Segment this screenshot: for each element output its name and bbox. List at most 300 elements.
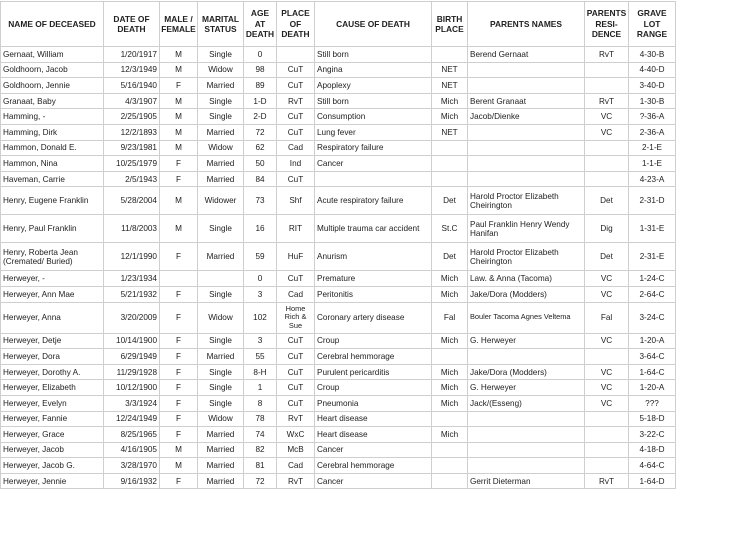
cell-parents: Law. & Anna (Tacoma) — [468, 271, 585, 287]
cell-sex: F — [160, 364, 198, 380]
cell-date: 2/5/1943 — [104, 171, 160, 187]
cell-sex: M — [160, 458, 198, 474]
cell-parents — [468, 156, 585, 172]
cell-place: WxC — [277, 427, 315, 443]
cell-age: 62 — [244, 140, 277, 156]
cell-parents: Jack/(Esseng) — [468, 395, 585, 411]
cell-birth: Mich — [432, 395, 468, 411]
cell-marital: Married — [198, 458, 244, 474]
cell-age: 3 — [244, 333, 277, 349]
column-header-sex: MALE / FEMALE — [160, 2, 198, 47]
cell-parents: Berend Gernaat — [468, 47, 585, 63]
cell-marital: Married — [198, 349, 244, 365]
cell-residence — [585, 171, 629, 187]
table-row — [1, 215, 676, 243]
cell-grave: 2-31-D — [629, 187, 676, 215]
burial-records-table — [0, 1, 676, 489]
cell-cause: Pneumonia — [315, 395, 432, 411]
cell-sex: M — [160, 47, 198, 63]
table-row — [1, 124, 676, 140]
cell-birth: Fal — [432, 302, 468, 333]
cell-residence: Fal — [585, 302, 629, 333]
cell-parents — [468, 62, 585, 78]
cell-date: 10/25/1979 — [104, 156, 160, 172]
table-row — [1, 47, 676, 63]
cell-cause: Heart disease — [315, 411, 432, 427]
cell-age: 74 — [244, 427, 277, 443]
cell-grave: 1-20-A — [629, 333, 676, 349]
cell-place: CuT — [277, 395, 315, 411]
cell-age: 81 — [244, 458, 277, 474]
cell-sex: F — [160, 427, 198, 443]
cell-residence: VC — [585, 395, 629, 411]
cell-sex: M — [160, 124, 198, 140]
cell-name: Henry, Eugene Franklin — [1, 187, 104, 215]
table-row — [1, 286, 676, 302]
cell-parents — [468, 442, 585, 458]
cell-place: RvT — [277, 93, 315, 109]
cell-residence: RvT — [585, 473, 629, 489]
cell-residence — [585, 458, 629, 474]
cell-birth: Mich — [432, 93, 468, 109]
cell-grave: ??? — [629, 395, 676, 411]
cell-marital: Married — [198, 243, 244, 271]
cell-parents: Jake/Dora (Modders) — [468, 286, 585, 302]
cell-grave: 3-40-D — [629, 78, 676, 94]
cell-cause: Cancer — [315, 156, 432, 172]
cell-cause: Croup — [315, 333, 432, 349]
cell-cause: Heart disease — [315, 427, 432, 443]
cell-residence — [585, 78, 629, 94]
cell-name: Herweyer, Evelyn — [1, 395, 104, 411]
cell-age: 82 — [244, 442, 277, 458]
cell-residence: Dig — [585, 215, 629, 243]
cell-date: 3/20/2009 — [104, 302, 160, 333]
cell-place: CuT — [277, 62, 315, 78]
cell-date: 4/16/1905 — [104, 442, 160, 458]
cell-date: 1/23/1934 — [104, 271, 160, 287]
cell-marital: Widow — [198, 302, 244, 333]
cell-name: Herweyer, Ann Mae — [1, 286, 104, 302]
cell-name: Haveman, Carrie — [1, 171, 104, 187]
cell-age: 84 — [244, 171, 277, 187]
cell-birth — [432, 47, 468, 63]
cell-place: CuT — [277, 171, 315, 187]
cell-age: 72 — [244, 124, 277, 140]
cell-sex: F — [160, 286, 198, 302]
column-header-place: PLACE OF DEATH — [277, 2, 315, 47]
cell-name: Herweyer, Elizabeth — [1, 380, 104, 396]
header-row — [1, 2, 676, 47]
cell-sex: F — [160, 333, 198, 349]
cell-parents: Harold Proctor Elizabeth Cheirington — [468, 187, 585, 215]
cell-marital: Single — [198, 93, 244, 109]
cell-marital: Single — [198, 395, 244, 411]
cell-grave: 3-24-C — [629, 302, 676, 333]
table-row — [1, 93, 676, 109]
cell-marital: Single — [198, 364, 244, 380]
cell-age: 16 — [244, 215, 277, 243]
cell-grave: 1-31-E — [629, 215, 676, 243]
cell-cause — [315, 171, 432, 187]
table-row — [1, 364, 676, 380]
cell-grave: ?-36-A — [629, 109, 676, 125]
cell-date: 5/21/1932 — [104, 286, 160, 302]
cell-place: Cad — [277, 458, 315, 474]
cell-name: Goldhoorn, Jacob — [1, 62, 104, 78]
cell-sex — [160, 271, 198, 287]
cell-parents — [468, 458, 585, 474]
column-header-date: DATE OF DEATH — [104, 2, 160, 47]
column-header-residence: PARENTS RESI-DENCE — [585, 2, 629, 47]
cell-name: Hammon, Nina — [1, 156, 104, 172]
cell-name: Hamming, - — [1, 109, 104, 125]
cell-date: 4/3/1907 — [104, 93, 160, 109]
cell-birth: NET — [432, 124, 468, 140]
column-header-name: NAME OF DECEASED — [1, 2, 104, 47]
cell-name: Herweyer, Jacob G. — [1, 458, 104, 474]
cell-cause: Coronary artery disease — [315, 302, 432, 333]
cell-cause: Consumption — [315, 109, 432, 125]
cell-place: Cad — [277, 286, 315, 302]
cell-marital: Single — [198, 286, 244, 302]
cell-place: CuT — [277, 78, 315, 94]
cell-name: Herweyer, Anna — [1, 302, 104, 333]
cell-birth: Det — [432, 187, 468, 215]
cell-parents — [468, 411, 585, 427]
cell-cause: Premature — [315, 271, 432, 287]
cell-grave: 3-64-C — [629, 349, 676, 365]
cell-cause: Respiratory failure — [315, 140, 432, 156]
cell-place: CuT — [277, 271, 315, 287]
table-row — [1, 395, 676, 411]
cell-cause: Croup — [315, 380, 432, 396]
cell-place: CuT — [277, 364, 315, 380]
cell-grave: 1-30-B — [629, 93, 676, 109]
cell-grave: 1-64-D — [629, 473, 676, 489]
cell-marital: Married — [198, 124, 244, 140]
cell-residence: Det — [585, 187, 629, 215]
cell-birth: Mich — [432, 380, 468, 396]
cell-name: Goldhoorn, Jennie — [1, 78, 104, 94]
cell-date: 1/20/1917 — [104, 47, 160, 63]
cell-sex: F — [160, 380, 198, 396]
cell-parents: Bouler Tacoma Agnes Veltema — [468, 302, 585, 333]
cell-place — [277, 47, 315, 63]
cell-sex: F — [160, 473, 198, 489]
cell-birth: Mich — [432, 109, 468, 125]
cell-date: 8/25/1965 — [104, 427, 160, 443]
cell-place: Shf — [277, 187, 315, 215]
cell-residence — [585, 156, 629, 172]
cell-parents — [468, 140, 585, 156]
cell-sex: F — [160, 78, 198, 94]
cell-parents: Gerrit Dieterman — [468, 473, 585, 489]
cell-place: CuT — [277, 109, 315, 125]
cell-marital: Widower — [198, 187, 244, 215]
cell-birth — [432, 442, 468, 458]
cell-grave: 1-1-E — [629, 156, 676, 172]
cell-cause: Cerebral hemmorage — [315, 349, 432, 365]
cell-parents: Berent Granaat — [468, 93, 585, 109]
column-header-marital: MARITAL STATUS — [198, 2, 244, 47]
cell-place: HuF — [277, 243, 315, 271]
cell-residence — [585, 349, 629, 365]
cell-date: 10/12/1900 — [104, 380, 160, 396]
cell-birth: NET — [432, 78, 468, 94]
cell-age: 3 — [244, 286, 277, 302]
cell-date: 5/28/2004 — [104, 187, 160, 215]
cell-sex: M — [160, 140, 198, 156]
cell-name: Hammon, Donald E. — [1, 140, 104, 156]
cell-birth — [432, 411, 468, 427]
column-header-parents: PARENTS NAMES — [468, 2, 585, 47]
cell-age: 72 — [244, 473, 277, 489]
cell-cause: Lung fever — [315, 124, 432, 140]
cell-sex: M — [160, 93, 198, 109]
cell-marital: Widow — [198, 411, 244, 427]
cell-marital: Widow — [198, 140, 244, 156]
cell-residence — [585, 140, 629, 156]
cell-place: CuT — [277, 124, 315, 140]
cell-sex: M — [160, 187, 198, 215]
cell-parents: Jake/Dora (Modders) — [468, 364, 585, 380]
cell-date: 12/3/1949 — [104, 62, 160, 78]
table-row — [1, 243, 676, 271]
cell-birth: NET — [432, 62, 468, 78]
cell-parents: G. Herweyer — [468, 380, 585, 396]
table-row — [1, 156, 676, 172]
cell-age: 50 — [244, 156, 277, 172]
cell-marital: Single — [198, 47, 244, 63]
cell-grave: 2-31-E — [629, 243, 676, 271]
table-row — [1, 458, 676, 474]
cell-place: Home Rich & Sue — [277, 302, 315, 333]
cell-name: Herweyer, Grace — [1, 427, 104, 443]
table-row — [1, 427, 676, 443]
cell-grave: 5-18-D — [629, 411, 676, 427]
cell-name: Granaat, Baby — [1, 93, 104, 109]
table-row — [1, 333, 676, 349]
cell-cause: Cancer — [315, 473, 432, 489]
cell-grave: 1-20-A — [629, 380, 676, 396]
table-row — [1, 109, 676, 125]
cell-parents: Jacob/Dienke — [468, 109, 585, 125]
cell-name: Henry, Roberta Jean (Cremated/ Buried) — [1, 243, 104, 271]
cell-sex: M — [160, 109, 198, 125]
cell-age: 89 — [244, 78, 277, 94]
column-header-grave: GRAVE LOT RANGE — [629, 2, 676, 47]
cell-age: 78 — [244, 411, 277, 427]
cell-residence: VC — [585, 271, 629, 287]
cell-grave: 2-64-C — [629, 286, 676, 302]
cell-date: 3/3/1924 — [104, 395, 160, 411]
cell-birth: Mich — [432, 286, 468, 302]
cell-grave: 1-24-C — [629, 271, 676, 287]
cell-parents — [468, 349, 585, 365]
cell-age: 2-D — [244, 109, 277, 125]
table-row — [1, 442, 676, 458]
cell-place: CuT — [277, 380, 315, 396]
cell-date: 12/24/1949 — [104, 411, 160, 427]
cell-name: Herweyer, Jacob — [1, 442, 104, 458]
cell-place: RvT — [277, 411, 315, 427]
cell-birth — [432, 156, 468, 172]
cell-marital: Single — [198, 215, 244, 243]
cell-place: CuT — [277, 333, 315, 349]
cell-residence: VC — [585, 109, 629, 125]
column-header-birth: BIRTH PLACE — [432, 2, 468, 47]
cell-parents: Harold Proctor Elizabeth Cheirington — [468, 243, 585, 271]
cell-sex: F — [160, 395, 198, 411]
cell-age: 1-D — [244, 93, 277, 109]
cell-date: 9/16/1932 — [104, 473, 160, 489]
cell-marital: Single — [198, 109, 244, 125]
cell-grave: 4-40-D — [629, 62, 676, 78]
cell-parents — [468, 78, 585, 94]
cell-parents: Paul Franklin Henry Wendy Hanifan — [468, 215, 585, 243]
cell-birth — [432, 171, 468, 187]
cell-age: 1 — [244, 380, 277, 396]
cell-date: 11/29/1928 — [104, 364, 160, 380]
cell-residence: VC — [585, 380, 629, 396]
cell-sex: F — [160, 349, 198, 365]
cell-date: 12/1/1990 — [104, 243, 160, 271]
cell-age: 73 — [244, 187, 277, 215]
cell-age: 8 — [244, 395, 277, 411]
cell-date: 9/23/1981 — [104, 140, 160, 156]
cell-age: 59 — [244, 243, 277, 271]
cell-sex: M — [160, 442, 198, 458]
cell-sex: F — [160, 171, 198, 187]
cell-birth: Mich — [432, 427, 468, 443]
cell-cause: Purulent pericarditis — [315, 364, 432, 380]
cell-grave: 4-18-D — [629, 442, 676, 458]
cell-name: Herweyer, Jennie — [1, 473, 104, 489]
cell-cause: Apoplexy — [315, 78, 432, 94]
cell-cause: Still born — [315, 47, 432, 63]
cell-date: 12/2/1893 — [104, 124, 160, 140]
cell-marital: Married — [198, 442, 244, 458]
cell-date: 5/16/1940 — [104, 78, 160, 94]
cell-birth: Mich — [432, 333, 468, 349]
cell-grave: 1-64-C — [629, 364, 676, 380]
cell-sex: M — [160, 62, 198, 78]
cell-marital: Single — [198, 333, 244, 349]
cell-grave: 4-23-A — [629, 171, 676, 187]
cell-cause: Cancer — [315, 442, 432, 458]
cell-grave: 3-22-C — [629, 427, 676, 443]
table-row — [1, 271, 676, 287]
cell-residence: VC — [585, 286, 629, 302]
cell-residence — [585, 411, 629, 427]
cell-name: Henry, Paul Franklin — [1, 215, 104, 243]
cell-marital: Married — [198, 171, 244, 187]
cell-sex: F — [160, 243, 198, 271]
cell-name: Herweyer, - — [1, 271, 104, 287]
cell-residence — [585, 62, 629, 78]
cell-place: Cad — [277, 140, 315, 156]
cell-place: RIT — [277, 215, 315, 243]
cell-grave: 2-1-E — [629, 140, 676, 156]
cell-parents: G. Herweyer — [468, 333, 585, 349]
cell-name: Gernaat, William — [1, 47, 104, 63]
table-row — [1, 411, 676, 427]
cell-name: Herweyer, Dora — [1, 349, 104, 365]
cell-cause: Anurism — [315, 243, 432, 271]
cell-birth — [432, 349, 468, 365]
cell-cause: Angina — [315, 62, 432, 78]
cell-birth — [432, 140, 468, 156]
table-row — [1, 140, 676, 156]
cell-date: 3/28/1970 — [104, 458, 160, 474]
cell-sex: F — [160, 302, 198, 333]
cell-residence: Det — [585, 243, 629, 271]
cell-date: 10/14/1900 — [104, 333, 160, 349]
cell-marital: Married — [198, 156, 244, 172]
cell-sex: M — [160, 215, 198, 243]
cell-cause: Peritonitis — [315, 286, 432, 302]
cell-sex: F — [160, 156, 198, 172]
cell-age: 102 — [244, 302, 277, 333]
cell-birth: Mich — [432, 271, 468, 287]
cell-age: 55 — [244, 349, 277, 365]
cell-birth: Mich — [432, 364, 468, 380]
cell-name: Herweyer, Detje — [1, 333, 104, 349]
cell-birth: Det — [432, 243, 468, 271]
table-row — [1, 187, 676, 215]
cell-residence: VC — [585, 124, 629, 140]
cell-name: Herweyer, Fannie — [1, 411, 104, 427]
cell-date: 6/29/1949 — [104, 349, 160, 365]
cell-residence: VC — [585, 364, 629, 380]
cell-residence: RvT — [585, 93, 629, 109]
column-header-cause: CAUSE OF DEATH — [315, 2, 432, 47]
cell-birth: St.C — [432, 215, 468, 243]
cell-name: Hamming, Dirk — [1, 124, 104, 140]
cell-cause: Still born — [315, 93, 432, 109]
cell-residence: RvT — [585, 47, 629, 63]
table-row — [1, 62, 676, 78]
cell-grave: 2-36-A — [629, 124, 676, 140]
cell-marital: Single — [198, 380, 244, 396]
cell-cause: Cerebral hemmorage — [315, 458, 432, 474]
cell-age: 0 — [244, 47, 277, 63]
cell-residence — [585, 442, 629, 458]
cell-place: CuT — [277, 349, 315, 365]
table-row — [1, 380, 676, 396]
cell-birth — [432, 473, 468, 489]
cell-age: 8-H — [244, 364, 277, 380]
cell-name: Herweyer, Dorothy A. — [1, 364, 104, 380]
cell-grave: 4-64-C — [629, 458, 676, 474]
cell-marital: Married — [198, 78, 244, 94]
cell-birth — [432, 458, 468, 474]
cell-date: 2/25/1905 — [104, 109, 160, 125]
cell-marital: Widow — [198, 62, 244, 78]
cell-marital: Married — [198, 473, 244, 489]
cell-marital: Married — [198, 427, 244, 443]
cell-place: Ind — [277, 156, 315, 172]
column-header-age: AGE AT DEATH — [244, 2, 277, 47]
cell-date: 11/8/2003 — [104, 215, 160, 243]
table-row — [1, 78, 676, 94]
cell-age: 98 — [244, 62, 277, 78]
cell-cause: Acute respiratory failure — [315, 187, 432, 215]
cell-place: RvT — [277, 473, 315, 489]
table-row — [1, 349, 676, 365]
cell-parents — [468, 124, 585, 140]
